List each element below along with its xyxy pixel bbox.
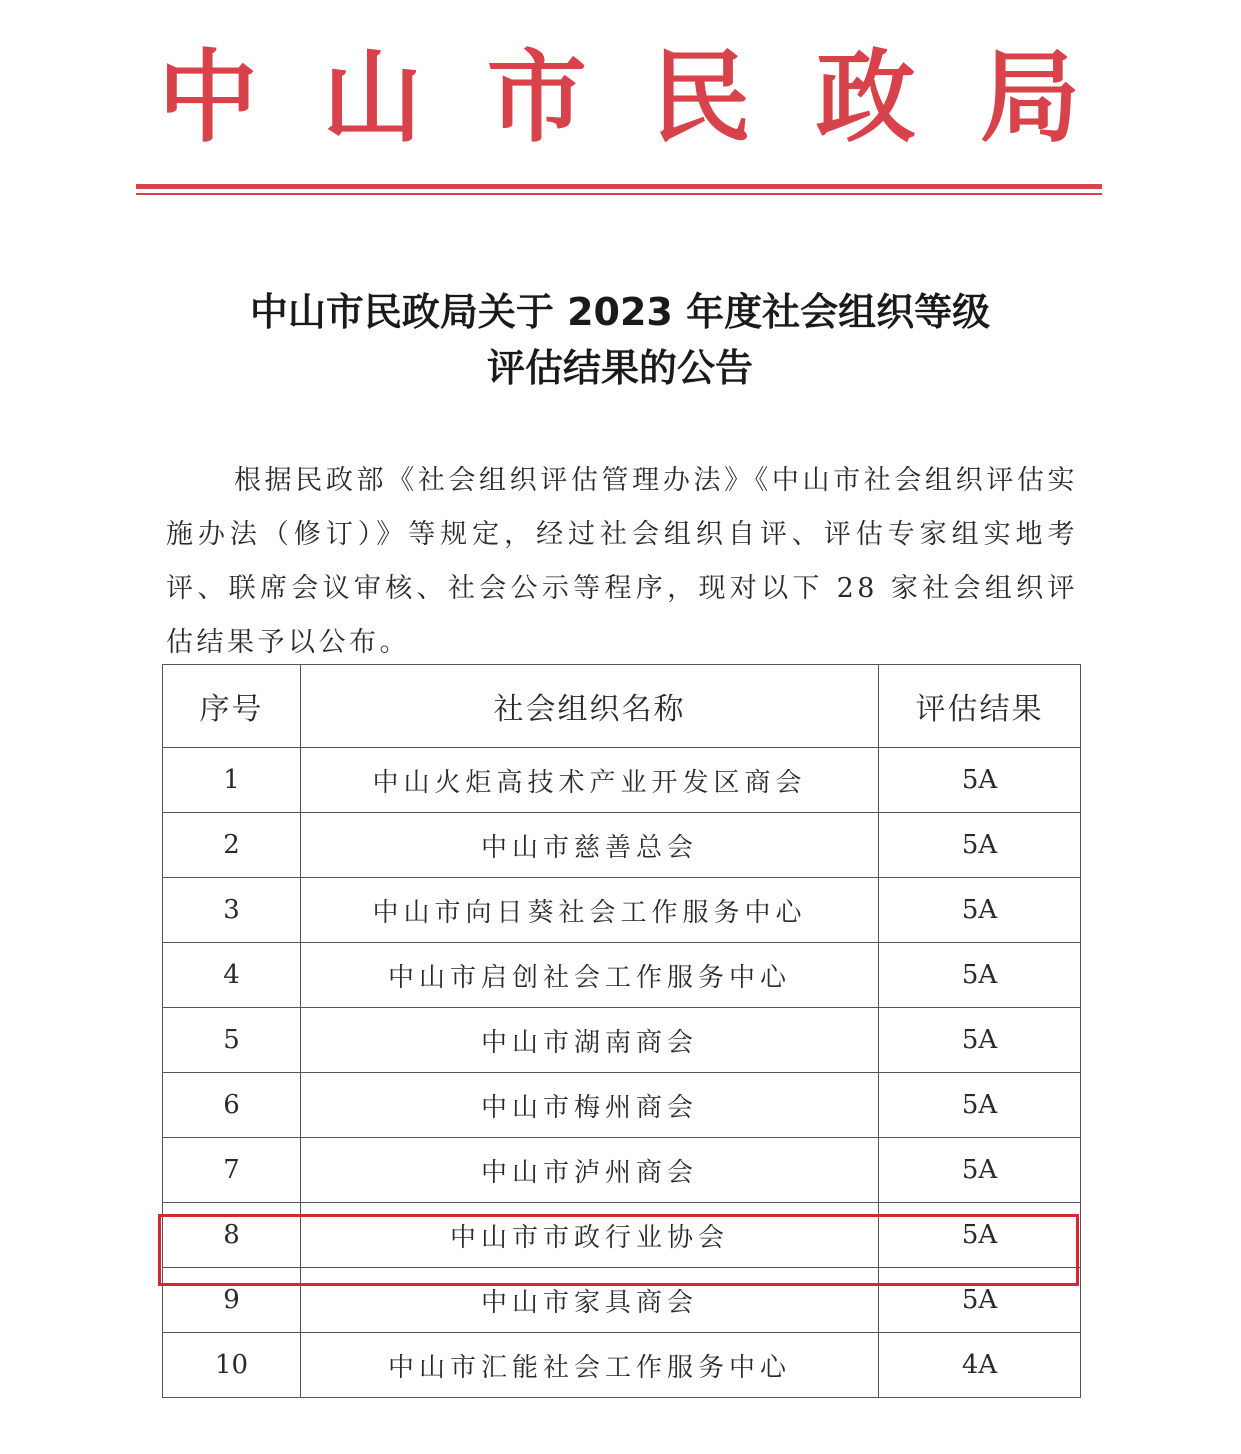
row-name: 中山市梅州商会 <box>301 1073 879 1138</box>
masthead <box>136 38 1102 158</box>
row-name: 中山市向日葵社会工作服务中心 <box>301 878 879 943</box>
row-index: 10 <box>163 1333 301 1398</box>
title-line-2: 评估结果的公告 <box>486 346 753 390</box>
row-name: 中山市市政行业协会 <box>301 1203 879 1268</box>
masthead-char: 中 <box>158 39 258 156</box>
row-result: 5A <box>879 813 1081 878</box>
table-row-highlighted <box>163 1203 1081 1268</box>
header-name: 社会组织名称 <box>301 665 879 748</box>
row-name: 中山市启创社会工作服务中心 <box>301 943 879 1008</box>
row-index: 2 <box>163 813 301 878</box>
masthead-char: 市 <box>486 39 587 156</box>
table-row <box>163 878 1081 943</box>
table-row <box>163 813 1081 878</box>
row-result: 5A <box>879 1203 1081 1268</box>
row-name: 中山市慈善总会 <box>301 813 879 878</box>
document-title <box>140 284 1100 396</box>
masthead-char: 局 <box>979 39 1080 156</box>
masthead-char: 山 <box>322 39 423 156</box>
header-result: 评估结果 <box>879 665 1081 748</box>
table-row <box>163 1138 1081 1203</box>
header-index: 序号 <box>163 665 301 748</box>
title-line-1: 中山市民政局关于 2023 年度社会组织等级 <box>249 290 991 334</box>
body-paragraph: 根据民政部《社会组织评估管理办法》《中山市社会组织评估实施办法（修订）》等规定，经过社会组织自评、评估专家组实地考评、联席会议审核、社会公示等程序，现对以下 28 家社会组织评估结果予以公布。 <box>166 465 1078 658</box>
row-name: 中山市湖南商会 <box>301 1008 879 1073</box>
row-result: 5A <box>879 1268 1081 1333</box>
table-row <box>163 1073 1081 1138</box>
row-index: 5 <box>163 1008 301 1073</box>
table-header-row <box>163 665 1081 748</box>
row-index: 8 <box>163 1203 301 1268</box>
row-name: 中山市泸州商会 <box>301 1138 879 1203</box>
row-result: 5A <box>879 943 1081 1008</box>
row-result: 5A <box>879 878 1081 943</box>
table-row <box>163 1268 1081 1333</box>
row-result: 4A <box>879 1333 1081 1398</box>
masthead-rule-thin <box>136 193 1102 195</box>
row-index: 3 <box>163 878 301 943</box>
table-row <box>163 748 1081 813</box>
row-result: 5A <box>879 748 1081 813</box>
row-index: 9 <box>163 1268 301 1333</box>
row-result: 5A <box>879 1008 1081 1073</box>
masthead-char: 民 <box>651 39 752 156</box>
table-row <box>163 1008 1081 1073</box>
row-index: 1 <box>163 748 301 813</box>
masthead-char: 政 <box>815 39 916 156</box>
table-row <box>163 1333 1081 1398</box>
row-index: 6 <box>163 1073 301 1138</box>
results-table <box>162 664 1081 1398</box>
row-name: 中山市家具商会 <box>301 1268 879 1333</box>
row-name: 中山火炬高技术产业开发区商会 <box>301 748 879 813</box>
row-result: 5A <box>879 1138 1081 1203</box>
table-row <box>163 943 1081 1008</box>
row-index: 7 <box>163 1138 301 1203</box>
row-index: 4 <box>163 943 301 1008</box>
row-name: 中山市汇能社会工作服务中心 <box>301 1333 879 1398</box>
masthead-rule-thick <box>136 184 1102 189</box>
row-result: 5A <box>879 1073 1081 1138</box>
